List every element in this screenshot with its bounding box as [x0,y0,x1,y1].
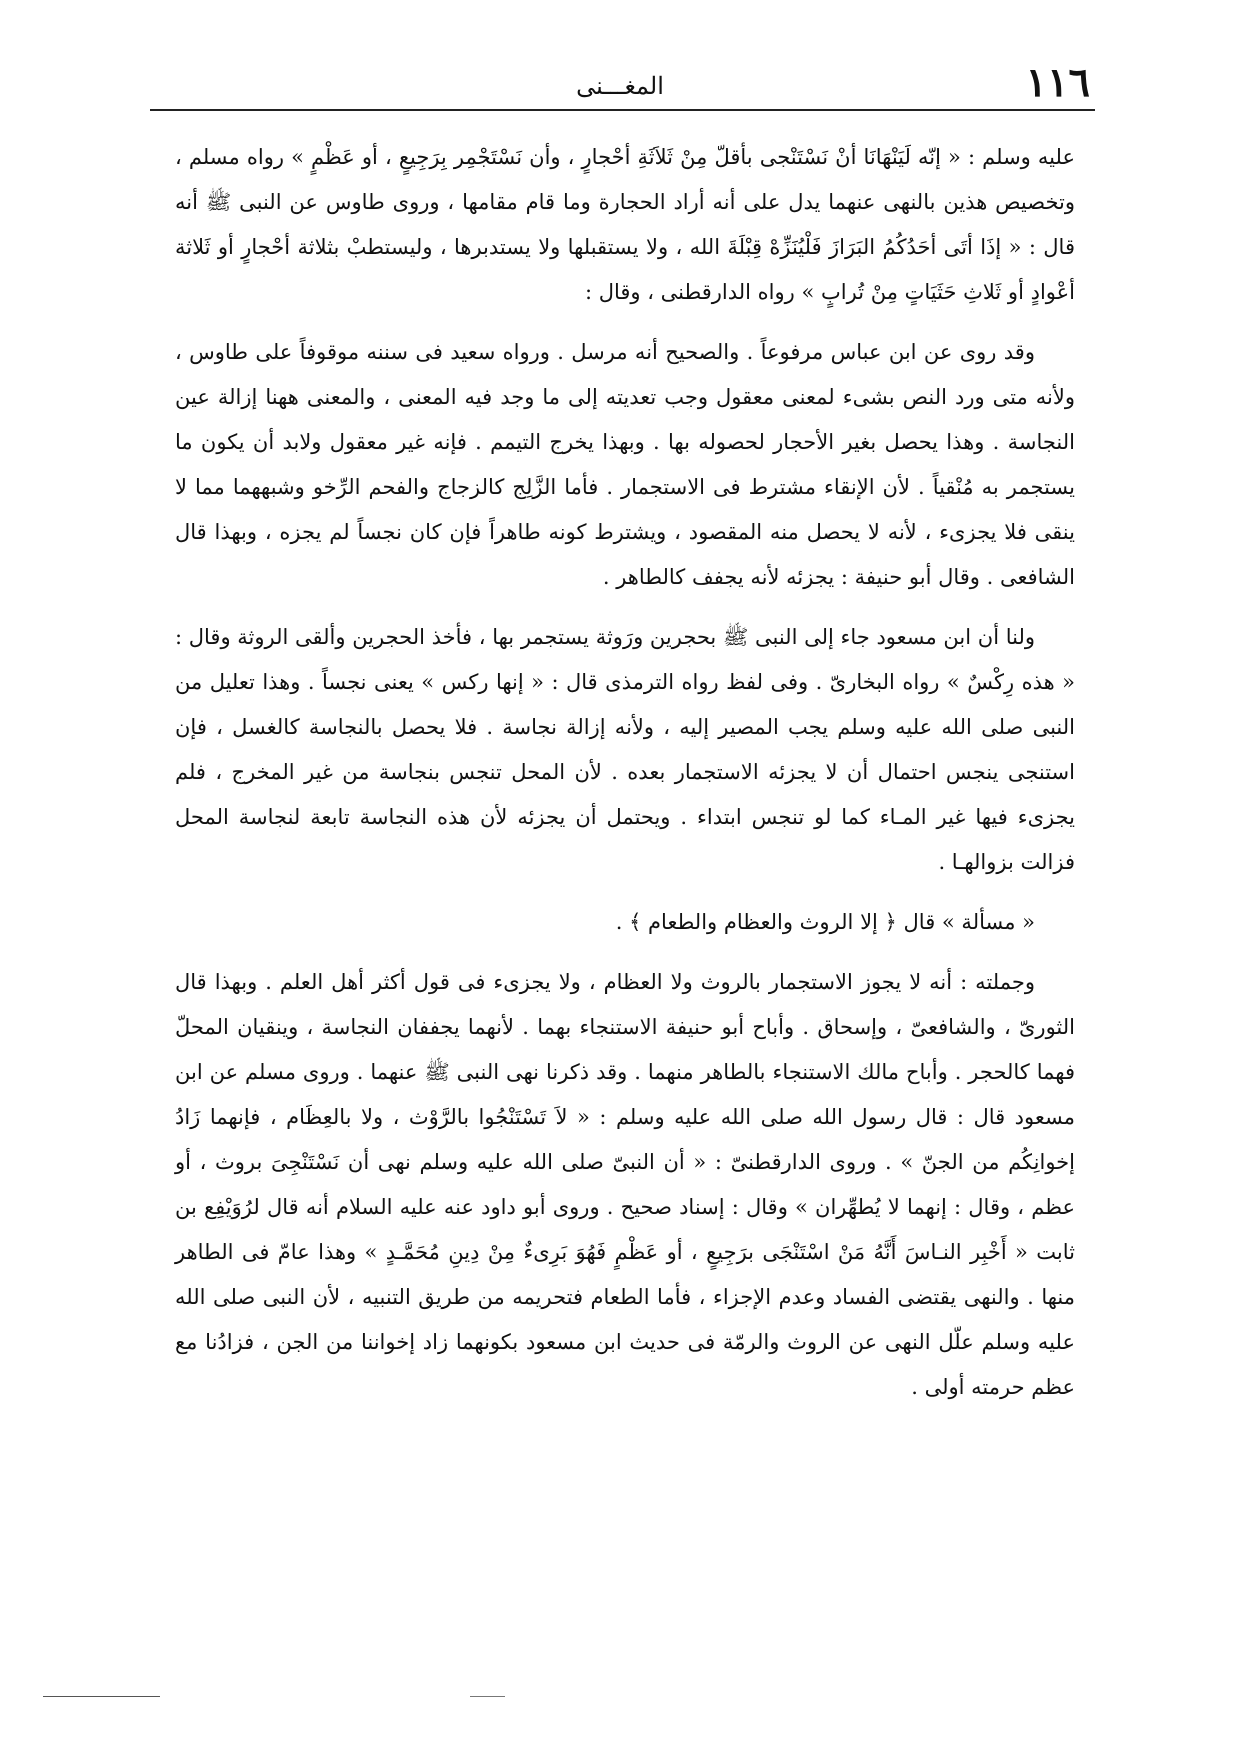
paragraph-hadith-continuation: عليه وسلم : « إنّه لَيَنْهَانَا أنْ نَسْتَنْجى بأقلّ مِنْ ثَلاَثَةِ أحْجارٍ ، وأن نَسْتَجْمِر بِرَجِيعٍ ، أو عَظْمٍ » رواه مسلم ، وتخصيص هذين بالنهى عنهما يدل على أنه أراد الحجارة وما قام مقامها ، وروى طاوس عن النبى ﷺ أنه قال : « إذَا أتَى أحَدُكُمُ البَرَازَ فَلْيُنَزِّهْ قِبْلَةَ الله ، ولا يستقبلها ولا يستدبرها ، وليستطبْ بثلاثة أحْجارٍ أو ثَلاثة أعْوادٍ أو ثَلاثِ حَثَيَاتٍ مِنْ تُرابٍ » رواه الدارقطنى ، وقال : [175,145,1075,304]
header-rule [150,109,1095,111]
paragraph-ibn-masud: ولنا أن ابن مسعود جاء إلى النبى ﷺ بحجرين ورَوثة يستجمر بها ، فأخذ الحجرين وألقى الروثة وقال : « هذه رِكْسٌ » رواه البخارىّ . وفى لفظ رواه الترمذى قال : « إنها ركس » يعنى نجساً . وهذا تعليل من النبى صلى الله عليه وسلم يجب المصير إليه ، ولأنه إزالة نجاسة . فلا يحصل بالنجاسة كالغسل ، فإن استنجى ينجس احتمال أن لا يجزئه الاستجمار بعده . لأن المحل تنجس بنجاسة من غير المخرج ، فلم يجزىء فيها غير المـاء كما لو تنجس ابتداء . ويحتمل أن يجزئه لأن هذه النجاسة تابعة لنجاسة المحل فزالت بزوالهـا . [175,625,1075,874]
page-number: ١١٦ [1025,59,1090,106]
text-body [175,135,1075,1410]
footer-rule [43,1696,160,1697]
page-header [150,58,1090,114]
running-title: المغـــنى [576,72,664,100]
footer-mark [470,1696,505,1697]
paragraph-masala-heading: « مسألة » قال ﴿ إلا الروث والعظام والطعام ﴾ . [615,910,1035,934]
paragraph-ibn-abbas: وقد روى عن ابن عباس مرفوعاً . والصحيح أنه مرسل . ورواه سعيد فى سننه موقوفاً على طاوس ، ولأنه متى ورد النص بشىء لمعنى معقول وجب تعديته إلى ما وجد فيه المعنى ، والمعنى ههنا إزالة عين النجاسة . وهذا يحصل بغير الأحجار لحصوله بها . وبهذا يخرج التيمم . فإنه غير معقول ولابد أن يكون ما يستجمر به مُنْقياً . لأن الإنقاء مشترط فى الاستجمار . فأما الزَّلِج كالزجاج والفحم الرِّخو وشبههما مما لا ينقى فلا يجزىء ، لأنه لا يحصل منه المقصود ، ويشترط كونه طاهراً فإن كان نجساً لم يجزه ، وبهذا قال الشافعى . وقال أبو حنيفة : يجزئه لأنه يجفف كالطاهر . [175,340,1075,589]
paragraph-jumlatuhu: وجملته : أنه لا يجوز الاستجمار بالروث ولا العظام ، ولا يجزىء فى قول أكثر أهل العلم . وبهذا قال الثورىّ ، والشافعىّ ، وإسحاق . وأباح أبو حنيفة الاستنجاء بهما . لأنهما يجففان النجاسة ، وينقيان المحلّ فهما كالحجر . وأباح مالك الاستنجاء بالطاهر منهما . وقد ذكرنا نهى النبى ﷺ عنهما . وروى مسلم عن ابن مسعود قال : قال رسول الله صلى الله عليه وسلم : « لاَ تَسْتَنْجُوا بالرَّوْث ، ولا بالعِظَام ، فإنهما زَادُ إخوانِكُم من الجنّ » . وروى الدارقطنىّ : « أن النبىّ صلى الله عليه وسلم نهى أن نَسْتَنْجِىَ بروث ، أو عظم ، وقال : إنهما لا يُطهِّران » وقال : إسناد صحيح . وروى أبو داود عنه عليه السلام أنه قال لرُوَيْفِع بن ثابت « أَخْبِر النـاسَ أَنَّهُ مَنْ اسْتَنْجَى برَجِيعٍ ، أو عَظْمٍ فَهُوَ بَرِىءٌ مِنْ دِينِ مُحَمَّـدٍ » وهذا عامّ فى الطاهر منها . والنهى يقتضى الفساد وعدم الإجزاء ، فأما الطعام فتحريمه من طريق التنبيه ، لأن النبى صلى الله عليه وسلم علّل النهى عن الروث والرمّة فى حديث ابن مسعود بكونهما زاد إخواننا من الجن ، فزادُنا مع عظم حرمته أولى . [175,970,1075,1399]
